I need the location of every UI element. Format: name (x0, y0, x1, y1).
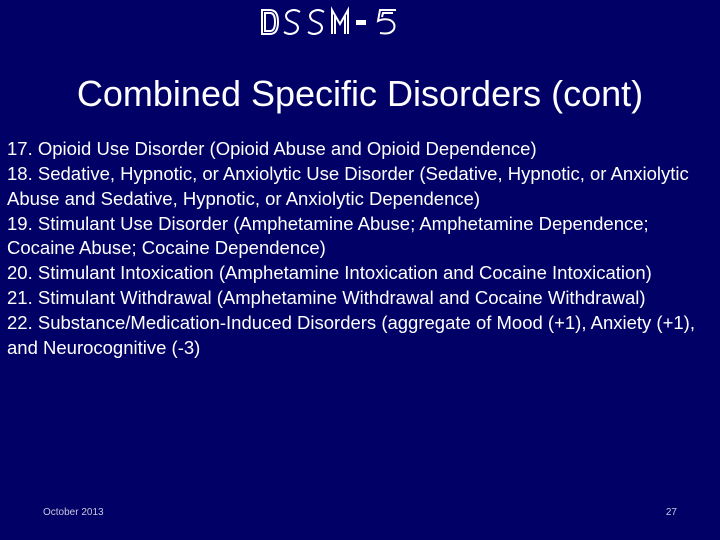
disorder-list (7, 137, 712, 361)
slide-title: Combined Specific Disorders (cont) (76, 73, 644, 114)
list-item: 19. Stimulant Use Disorder (Amphetamine Abuse; Amphetamine Dependence; Cocaine Abuse; Cocaine Dependence) (7, 212, 649, 258)
list-item: 17. Opioid Use Disorder (Opioid Abuse and Opioid Dependence) (7, 138, 537, 159)
list-item: 22. Substance/Medication-Induced Disorders (aggregate of Mood (+1), Anxiety (+1), and Neurocognitive (-3) (7, 312, 695, 358)
dsm5-logo (258, 4, 408, 40)
footer-date: October 2013 (43, 507, 104, 518)
page-number: 27 (665, 507, 677, 518)
list-item: 21. Stimulant Withdrawal (Amphetamine Withdrawal and Cocaine Withdrawal) (7, 287, 646, 308)
list-item: 20. Stimulant Intoxication (Amphetamine Intoxication and Cocaine Intoxication) (7, 262, 652, 283)
dsm5-logo-graphic (258, 4, 408, 40)
list-item: 18. Sedative, Hypnotic, or Anxiolytic Use Disorder (Sedative, Hypnotic, or Anxiolytic Abuse and Sedative, Hypnotic, or Anxiolytic Dependence) (7, 163, 689, 209)
